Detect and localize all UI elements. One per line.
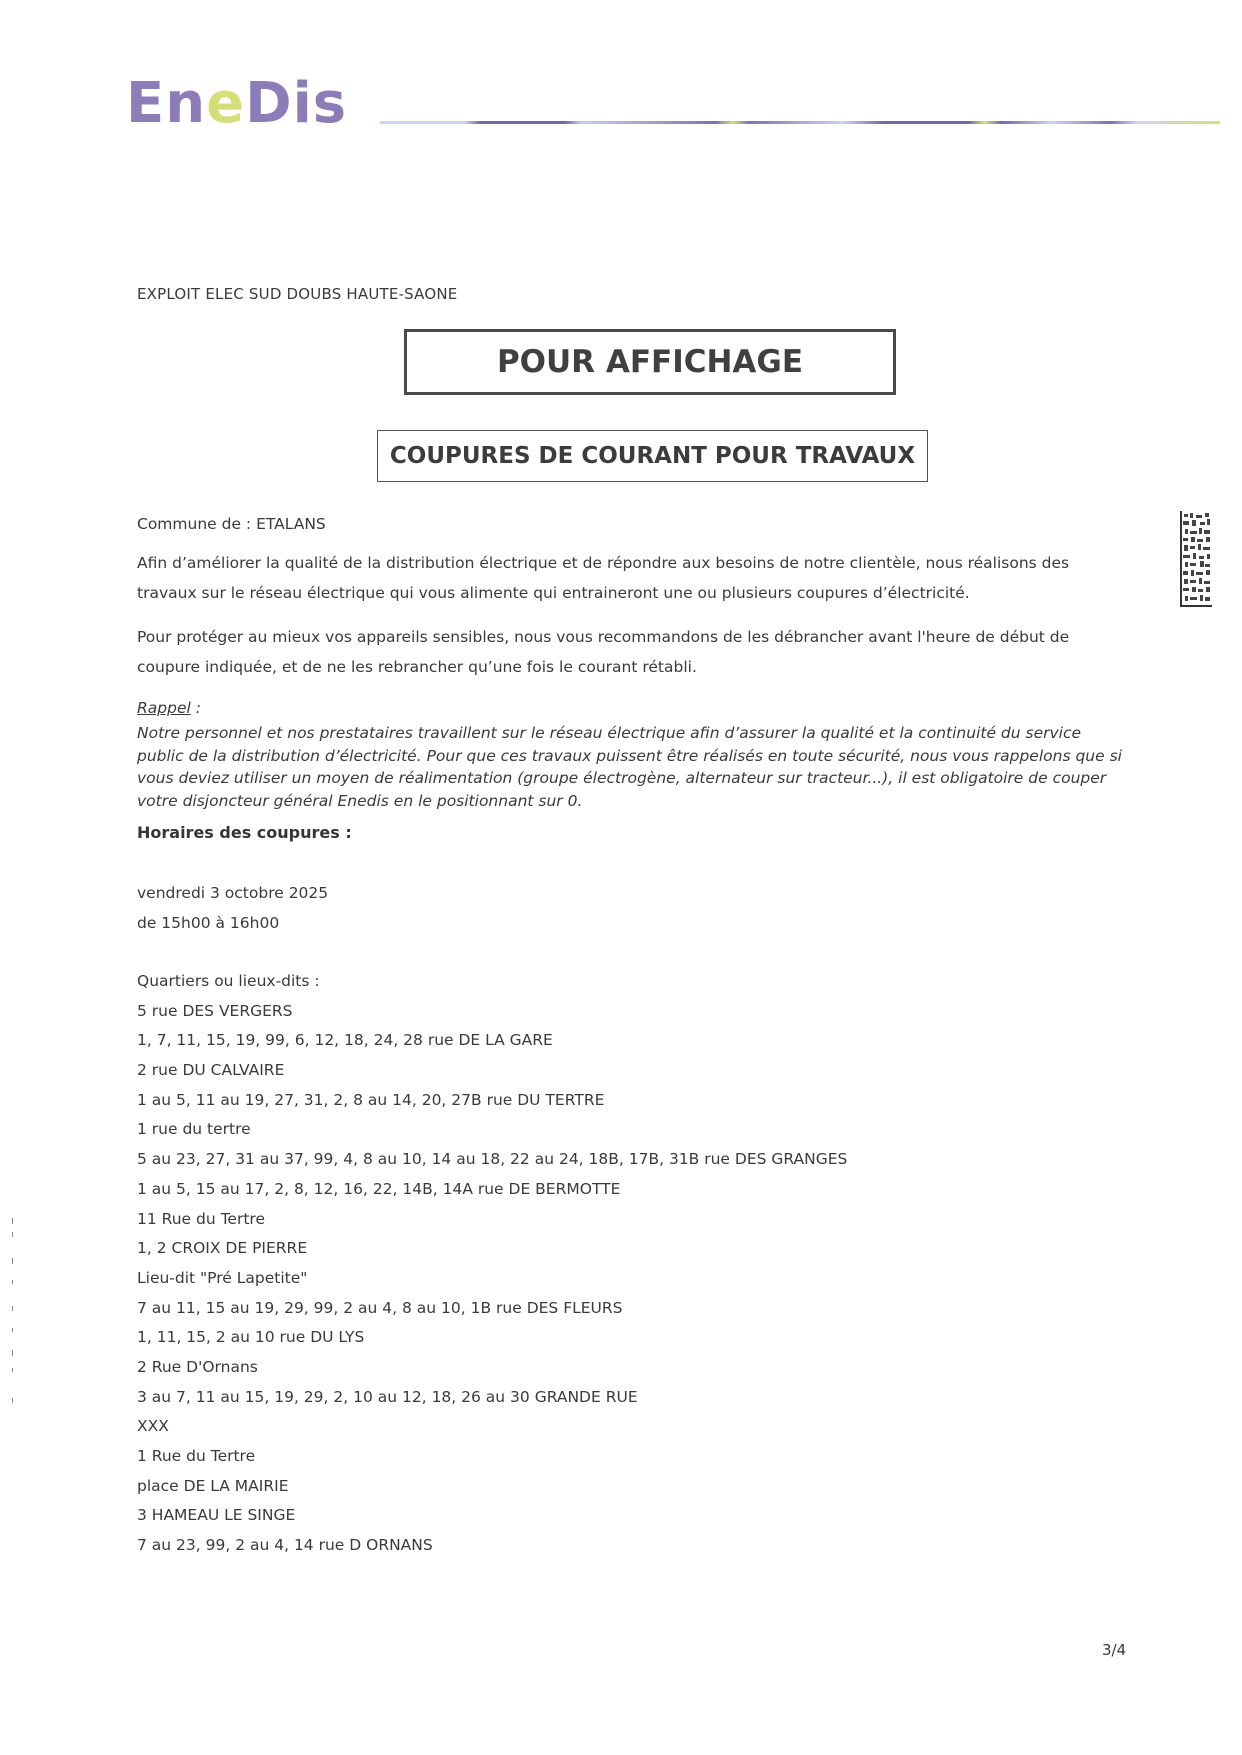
list-item: 1 rue du tertre [137,1120,251,1139]
list-item: place DE LA MAIRIE [137,1476,289,1495]
pour-affichage-box [404,329,896,395]
list-item: 5 au 23, 27, 31 au 37, 99, 4, 8 au 10, 14 au 18, 22 au 24, 18B, 17B, 31B rue DES GRANGES [137,1150,848,1169]
commune-line: Commune de : ETALANS [137,515,326,533]
advice-paragraph: Pour protéger au mieux vos appareils sensibles, nous vous recommandons de les débrancher avant l'heure de début de coupure indiquée, et de ne les rebrancher qu’une fois le courant rétabli. [137,628,1070,676]
rappel-title: Rappel [137,699,191,717]
list-item: 1, 11, 15, 2 au 10 rue DU LYS [137,1328,365,1347]
locations-list [137,967,847,1561]
datamatrix-code-icon [1180,511,1212,607]
list-item: 3 HAMEAU LE SINGE [137,1506,296,1525]
outage-date: vendredi 3 octobre 2025 [137,884,329,902]
box-title: POUR AFFICHAGE [496,344,804,380]
list-item: 1, 2 CROIX DE PIERRE [137,1239,308,1258]
outage-schedule [137,878,328,938]
list-item: 1 Rue du Tertre [137,1447,256,1465]
list-item: 11 Rue du Tertre [137,1209,265,1228]
logo-wordmark: EneDis [126,71,348,136]
rappel-colon: : [190,699,201,717]
rappel-text: Notre personnel et nos prestataires travaillent sur le réseau électrique afin d’assurer la qualité et la continuité du service public de la distribution d’électricité. Pour que ces travaux puissent être réalisés en toute sécurité, nous vous rappelons que si vous deviez utiliser un moyen de réalimentation (groupe électrogène, alternateur sur tracteur...), il est obligatoire de couper votre disjoncteur général Enedis en le positionnant sur 0. [137,724,1122,810]
list-item: XXX [137,1417,169,1436]
list-item: 1 au 5, 11 au 19, 27, 31, 2, 8 au 14, 20, 27B rue DU TERTRE [137,1090,605,1109]
list-item: 1, 7, 11, 15, 19, 99, 6, 12, 18, 24, 28 rue DE LA GARE [137,1031,553,1050]
locations-label: Quartiers ou lieux-dits : [137,972,320,990]
sender-department: EXPLOIT ELEC SUD DOUBS HAUTE-SAONE [137,285,458,303]
list-item: 7 au 23, 99, 2 au 4, 14 rue D ORNANS [137,1536,433,1555]
list-item: 1 au 5, 15 au 17, 2, 8, 12, 16, 22, 14B, 14A rue DE BERMOTTE [137,1179,621,1198]
outage-time: de 15h00 à 16h00 [137,914,280,932]
list-item: 2 rue DU CALVAIRE [137,1061,285,1080]
subtitle: COUPURES DE COURANT POUR TRAVAUX [389,443,916,469]
header-rule [380,121,1220,124]
rappel-label [137,699,201,717]
list-item: Lieu-dit "Pré Lapetite" [137,1268,308,1287]
subtitle-box [377,430,928,482]
list-item: 2 Rue D'Ornans [137,1357,258,1376]
enedis-logo [126,71,348,136]
list-item: 3 au 7, 11 au 15, 19, 29, 2, 10 au 12, 18, 26 au 30 GRANDE RUE [137,1387,638,1406]
schedule-heading: Horaires des coupures : [137,823,352,842]
scan-margin-marks [10,1218,16,1408]
list-item: 5 rue DES VERGERS [137,1001,293,1020]
page-number: 3/4 [1102,1641,1127,1659]
list-item: 7 au 11, 15 au 19, 29, 99, 2 au 4, 8 au 10, 1B rue DES FLEURS [137,1298,623,1317]
intro-paragraph: Afin d’améliorer la qualité de la distribution électrique et de répondre aux besoins de notre clientèle, nous réalisons des travaux sur le réseau électrique qui vous alimente qui entraineront une ou plusieurs coupures d’électricité. [137,554,1070,602]
